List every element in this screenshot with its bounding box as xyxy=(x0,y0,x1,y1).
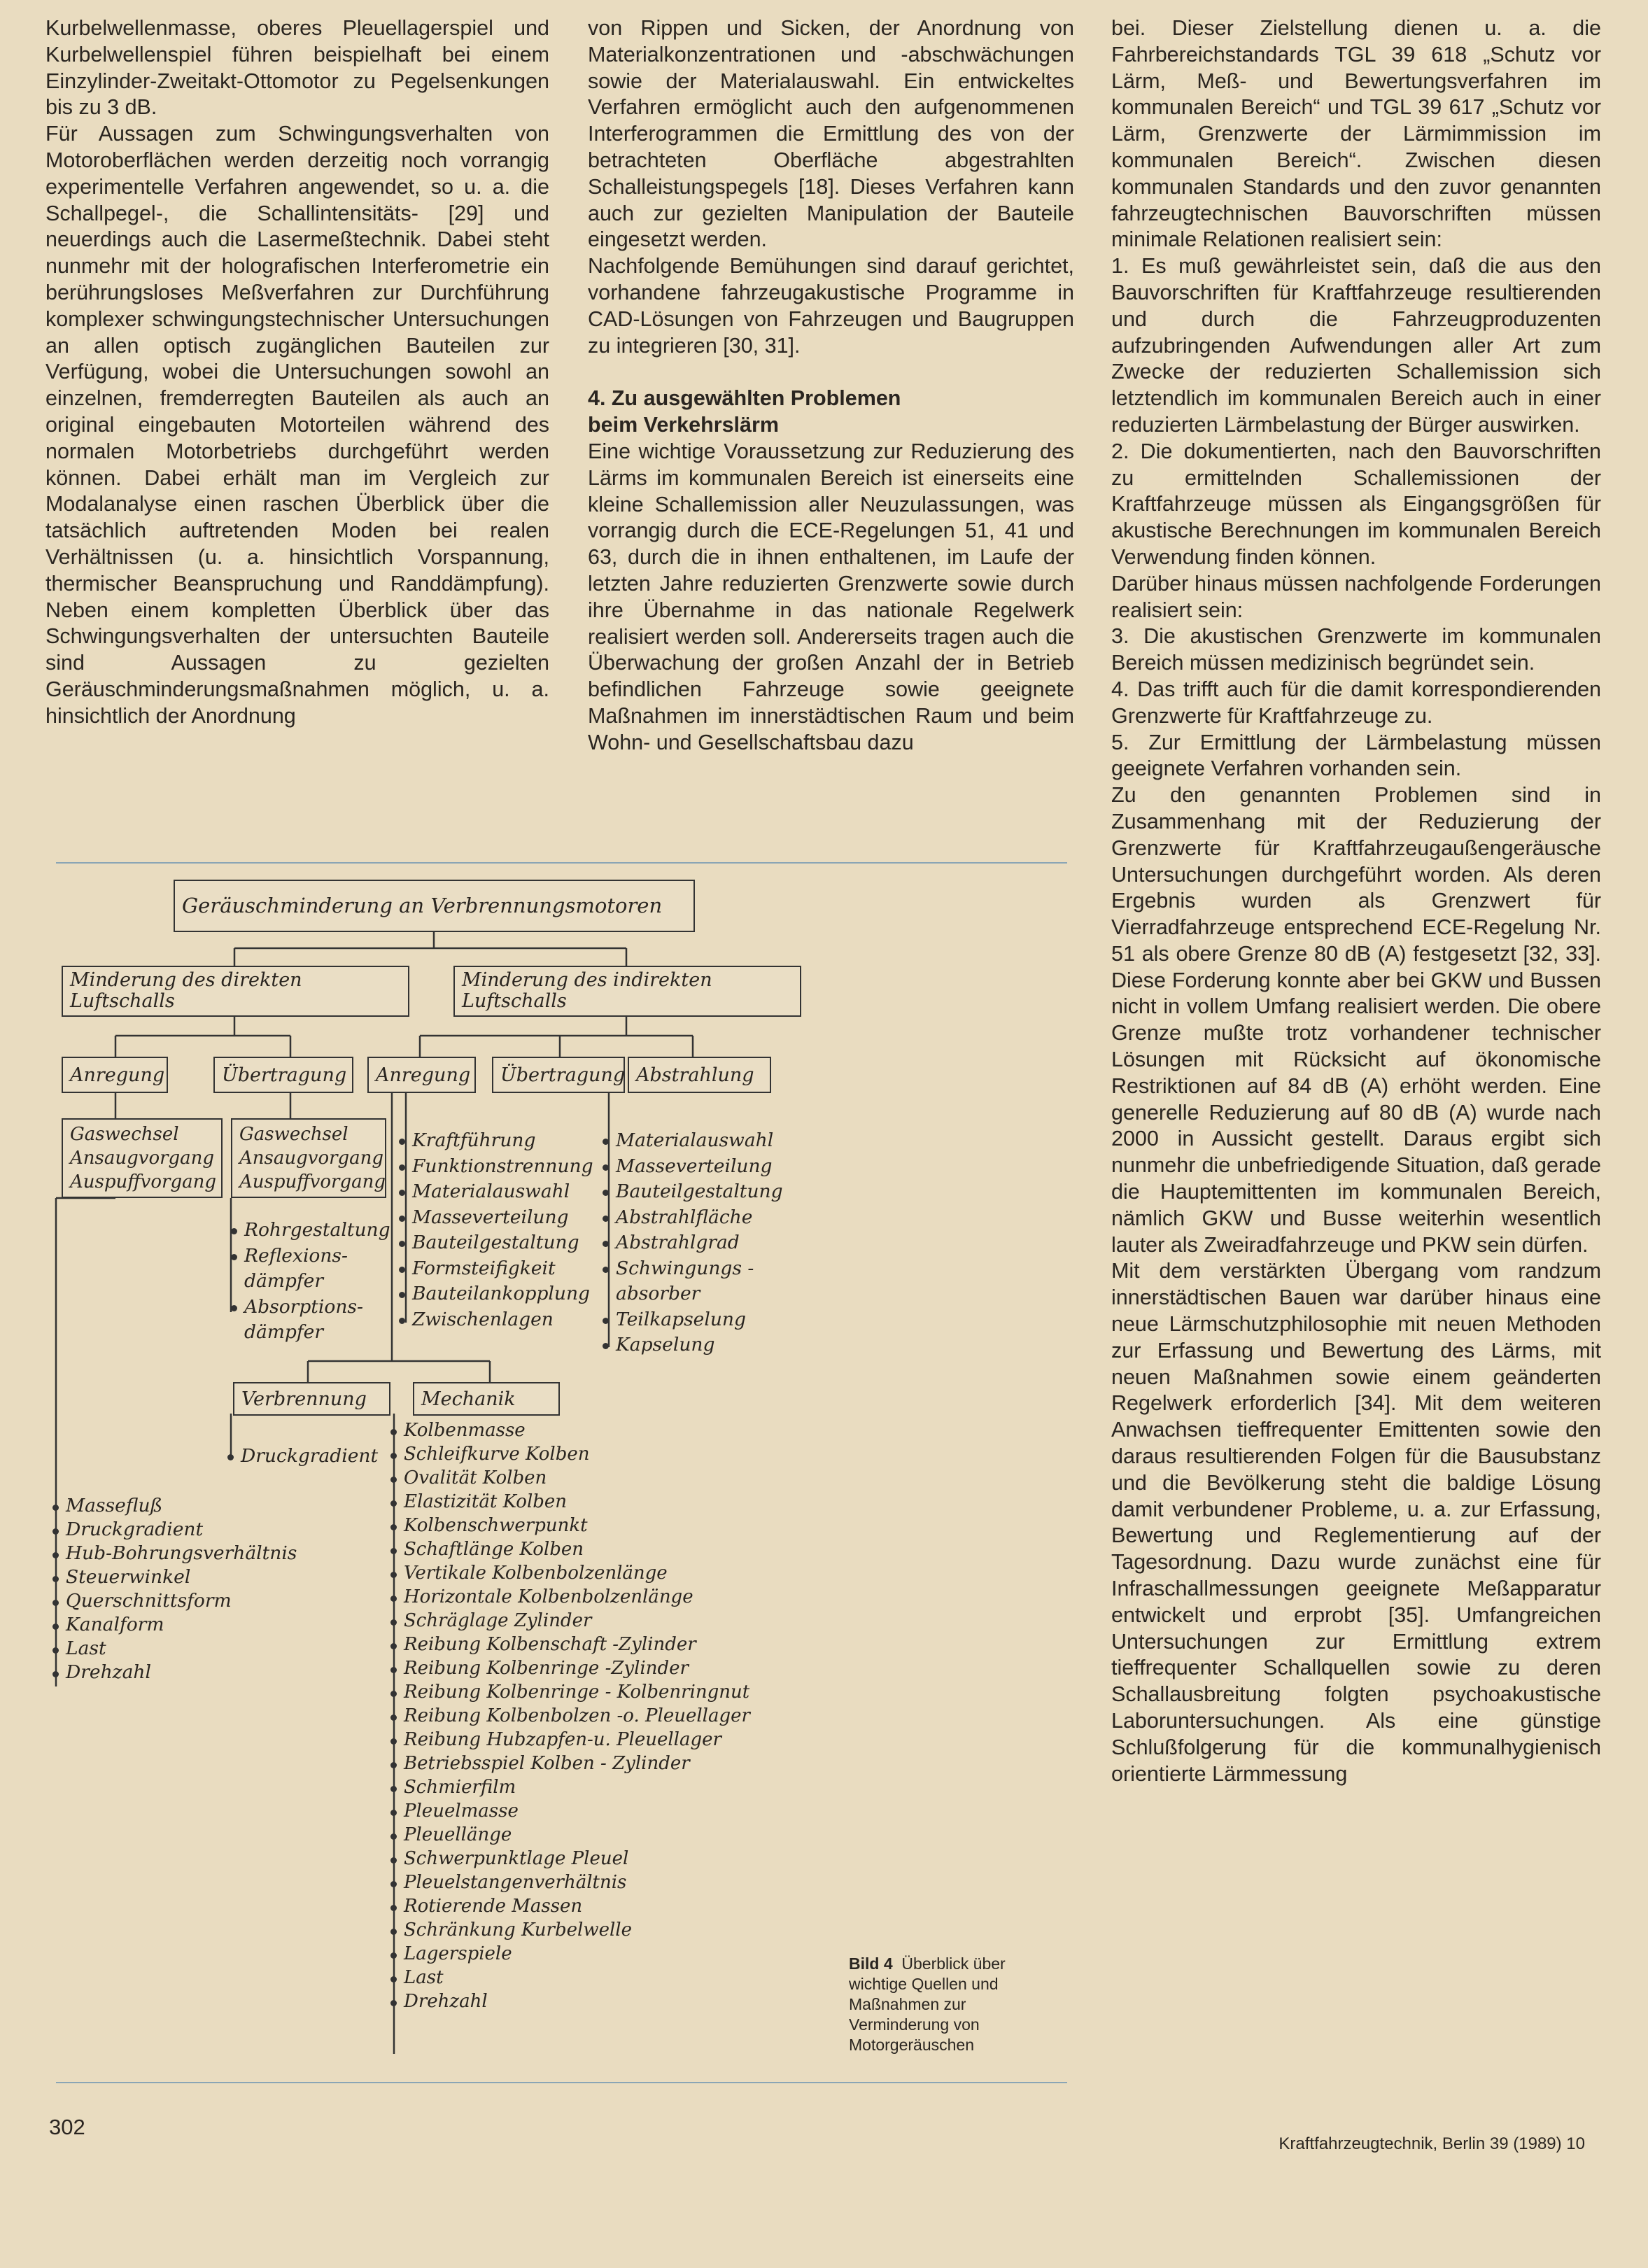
diagram-list-item: Kolbenschwerpunkt xyxy=(394,1514,750,1537)
diagram-list-item: Pleuelmasse xyxy=(394,1799,750,1823)
paragraph: von Rippen und Sicken, der Anordnung von Materialkonzentrationen und -abschwächungen sowie der Materialauswahl. Ein entwickeltes Verfahren ermöglicht auch den aufgenommenen Interferogrammen die Ermittlung des von der betrachteten Oberfläche abgestrahlten Schalleistungspegels [18]. Dieses Verfahren kann auch zur gezielten Manipulation der Bauteile eingesetzt werden. xyxy=(588,16,1074,252)
diagram-indirect-abstrahlung-box: Abstrahlung xyxy=(628,1057,771,1093)
diagram-list-item: Druckgradient xyxy=(231,1444,378,1470)
numbered-item: 4. Das trifft auch für die damit korrespondierenden Grenzwerte für Kraftfahrzeuge zu. xyxy=(1111,677,1601,728)
diagram-list-item: Reflexions- dämpfer xyxy=(234,1244,390,1295)
diagram-list-item: Ovalität Kolben xyxy=(394,1466,750,1490)
diagram-list-item: Horizontale Kolbenbolzenlänge xyxy=(394,1585,750,1609)
diagram-list-item: Absorptions- dämpfer xyxy=(234,1295,390,1346)
diagram-list-item: Reibung Kolbenringe - Kolbenringnut xyxy=(394,1680,750,1704)
diagram-list-item: Schränkung Kurbelwelle xyxy=(394,1918,750,1942)
figure-label: Bild 4 xyxy=(849,1954,893,1973)
diagram-list-item: Schleifkurve Kolben xyxy=(394,1442,750,1466)
diagram-list-item: Last xyxy=(56,1637,297,1661)
diagram-list-item: Rotierende Massen xyxy=(394,1894,750,1918)
paragraph: Kurbelwellenmasse, oberes Pleuellagerspiel und Kurbelwellenspiel führen beispielhaft bei einem Einzylinder-Zweitakt-Ottomotor zu Pegelsenkungen bis zu 3 dB. xyxy=(45,16,549,120)
diagram-anregung-list xyxy=(56,1494,297,1684)
diagram-list-item: Bauteilankopplung xyxy=(402,1281,593,1307)
diagram-list-item: Abstrahlfläche xyxy=(606,1205,783,1231)
diagram-list-item: Querschnittsform xyxy=(56,1589,297,1613)
figure-caption-text: Überblick über wichtige Quellen und Maßnahmen zur Verminderung von Motorgeräuschen xyxy=(849,1954,1006,2054)
diagram-list-item: Abstrahlgrad xyxy=(606,1230,783,1256)
paragraph: Eine wichtige Voraussetzung zur Reduzierung des Lärms im kommunalen Bereich ist einerseits eine kleine Schallemission aller Neuzulassungen, was vorrangig durch die ECE-Regelungen 51, 41 und 63, durch die in ihnen enthaltenen, im Laufe der letzten Jahre reduzierten Grenzwerte sowie durch ihre Übernahme in das nationale Regelwerk realisiert werden soll. Andererseits tragen auch die Überwachung der großen Anzahl der in Betrieb befindlichen Fahrzeuge sowie geeignete Maßnahmen im innerstädtischen Raum und beim Wohn- und Gesellschaftsbau dazu xyxy=(588,439,1074,754)
diagram-gaswechsel-box-2: Gaswechsel Ansaugvorgang Auspuffvorgang xyxy=(231,1118,386,1198)
numbered-item: 5. Zur Ermittlung der Lärmbelastung müssen geeignete Verfahren vorhanden sein. xyxy=(1111,730,1601,781)
diagram-list-item: Schmierfilm xyxy=(394,1775,750,1799)
diagram-list-item: Massefluß xyxy=(56,1494,297,1518)
diagram-list-item: Masseverteilung xyxy=(402,1205,593,1231)
diagram-list-item: Zwischenlagen xyxy=(402,1307,593,1333)
diagram-list-item: Schwerpunktlage Pleuel xyxy=(394,1847,750,1871)
diagram-direct-box: Minderung des direkten Luftschalls xyxy=(62,966,409,1017)
diagram-indirect-box: Minderung des indirekten Luftschalls xyxy=(453,966,801,1017)
diagram-direct-anregung-box: Anregung xyxy=(62,1057,168,1093)
diagram-mechanik-list xyxy=(394,1418,750,2013)
numbered-item: 2. Die dokumentierten, nach den Bauvorschriften zu ermittelnden Schallemissionen der Kraftfahrzeuge müssen als Eingangsgrößen für akustische Berechnungen im kommunalen Bereich Verwendung finden können. xyxy=(1111,439,1601,569)
diagram-list-item: Drehzahl xyxy=(394,1989,750,2013)
diagram-list-item: Betriebsspiel Kolben - Zylinder xyxy=(394,1752,750,1775)
paragraph: Mit dem verstärkten Übergang vom randzum innerstädtischen Bauen war darüber hinaus eine neue Lärmschutzphilosophie mit neuen Methoden zur Erfassung und Bewertung des Lärms, mit neuen Maßnahmen sowie einem geänderten Regelwerk erforderlich [34]. Mit dem weiteren Anwachsen tieffrequenter Emittenten sowie den daraus resultierenden Folgen für die Bausubstanz und die Bevölkerung steht die baldige Lösung damit verbundener Probleme, u. a. zur Erfassung, Bewertung und Reglementierung auf der Tagesordnung. Dazu wurde zunächst eine für Infraschallmessungen geeignete Meßapparatur entwickelt und erprobt [35]. Umfangreichen Untersuchungen zur Ermittlung extrem tieffrequenter Schallquellen sowie zu deren Schallausbreitung folgten psychoakustische Laboruntersuchungen. Als eine günstige Schlußfolgerung für die kommunalhygienisch orientierte Lärmmessung xyxy=(1111,1259,1601,1786)
diagram-list-item: Materialauswahl xyxy=(606,1128,783,1154)
paragraph: Nachfolgende Bemühungen sind darauf gerichtet, vorhandene fahrzeugakustische Programme in CAD-Lösungen von Fahrzeugen und Baugruppen zu integrieren [30, 31]. xyxy=(588,254,1074,358)
diagram-list-item: Kolbenmasse xyxy=(394,1418,750,1442)
diagram-list-item: Last xyxy=(394,1966,750,1989)
diagram-list-item: Kapselung xyxy=(606,1332,783,1358)
diagram-list-item: Rohrgestaltung xyxy=(234,1218,390,1244)
diagram-list-item: Steuerwinkel xyxy=(56,1565,297,1589)
paragraph: Für Aussagen zum Schwingungsverhalten von Motoroberflächen werden derzeitig noch vorrangig experimentelle Verfahren angewendet, so u. a. die Schallpegel-, die Schallintensitäts- [29] und neuerdings auch die Lasermeßtechnik. Dabei steht nunmehr mit der holografischen Interferometrie ein berührungsloses Meßverfahren zur Durchführung komplexer schwingungstechnischer Untersuchungen an allen optisch zugänglichen Bauteilen zur Verfügung, wobei die Untersuchungen sowohl an einzelnen, fremderregten Bauteilen als auch an original eingebauten Motorteilen während des normalen Motorbetriebs durchgeführt werden können. Dabei erhält man im Vergleich zur Modalanalyse einen raschen Überblick über die tatsächlich auftretenden Moden bei realen Verhältnissen (u. a. hinsichtlich Vorspannung, thermischer Beanspruchung und Randdämpfung). Neben einem kompletten Überblick über das Schwingungsverhalten der untersuchten Bauteile sind Aussagen zu gezielten Geräuschminderungsmaßnahmen möglich, u. a. hinsichtlich der Anordnung xyxy=(45,122,549,728)
diagram-list-item: Schräglage Zylinder xyxy=(394,1609,750,1633)
page-number: 302 xyxy=(49,2115,85,2139)
diagram-list-item: Materialauswahl xyxy=(402,1179,593,1205)
journal-footer: Kraftfahrzeugtechnik, Berlin 39 (1989) 10 xyxy=(1279,2134,1585,2153)
diagram-list-item: Lagerspiele xyxy=(394,1942,750,1966)
diagram-list-item: Elastizität Kolben xyxy=(394,1490,750,1514)
paragraph: bei. Dieser Zielstellung dienen u. a. die Fahrbereichstandards TGL 39 618 „Schutz vor Lärm, Meß- und Bewertungsverfahren im kommunalen Bereich“ und TGL 39 617 „Schutz vor Lärm, Grenzwerte der Lärmimmission im kommunalen Bereich“. Zwischen diesen kommunalen Standards und den zuvor genannten fahrzeugtechnischen Bauvorschriften müssen minimale Relationen realisiert sein: xyxy=(1111,16,1601,252)
diagram-gaswechsel-box-1: Gaswechsel Ansaugvorgang Auspuffvorgang xyxy=(62,1118,223,1198)
diagram-indirect-anregung-box: Anregung xyxy=(367,1057,476,1093)
diagram-verbrennung-list xyxy=(231,1444,378,1470)
diagram-verbrennung-box: Verbrennung xyxy=(233,1382,390,1416)
section-heading-line-1: 4. Zu ausgewählten Problemen xyxy=(588,386,901,411)
diagram-list-item: Vertikale Kolbenbolzenlänge xyxy=(394,1561,750,1585)
figure-caption xyxy=(849,1954,1052,2055)
diagram-list-item: Reibung Hubzapfen-u. Pleuellager xyxy=(394,1728,750,1752)
diagram-list-item: Masseverteilung xyxy=(606,1154,783,1180)
numbered-item: 3. Die akustischen Grenzwerte im kommunalen Bereich müssen medizinisch begründet sein. xyxy=(1111,624,1601,675)
diagram-indirect-uebertragung-list xyxy=(402,1128,593,1332)
section-heading-line-2: beim Verkehrslärm xyxy=(588,413,779,437)
paragraph: Darüber hinaus müssen nachfolgende Forderungen realisiert sein: xyxy=(1111,571,1601,622)
diagram-list-item: Funktionstrennung xyxy=(402,1154,593,1180)
diagram-list-item: Drehzahl xyxy=(56,1661,297,1684)
diagram-abstrahlung-list xyxy=(606,1128,783,1358)
diagram-direct-uebertragung-box: Übertragung xyxy=(213,1057,353,1093)
diagram-list-item: Schaftlänge Kolben xyxy=(394,1537,750,1561)
diagram-list-item: Kanalform xyxy=(56,1613,297,1637)
diagram-list-item: Pleuelstangenverhältnis xyxy=(394,1871,750,1894)
diagram-list-item: Pleuellänge xyxy=(394,1823,750,1847)
diagram-list-item: Reibung Kolbenringe -Zylinder xyxy=(394,1656,750,1680)
diagram-list-item: Reibung Kolbenschaft -Zylinder xyxy=(394,1633,750,1656)
diagram-uebertragung-list xyxy=(234,1218,390,1346)
diagram-list-item: Formsteifigkeit xyxy=(402,1256,593,1282)
diagram-root-box: Geräuschminderung an Verbrennungsmotoren xyxy=(174,880,695,932)
diagram-list-item: Bauteilgestaltung xyxy=(606,1179,783,1205)
diagram-list-item: Bauteilgestaltung xyxy=(402,1230,593,1256)
diagram-list-item: Schwingungs - absorber xyxy=(606,1256,783,1307)
numbered-item: 1. Es muß gewährleistet sein, daß die aus den Bauvorschriften für Kraftfahrzeuge resultierenden und durch die Fahrzeugproduzenten aufzubringenden Aufwendungen aller Art zum Zwecke der reduzierten Schallemission sich letztendlich im kommunalen Bereich auch in einer reduzierten Lärmbelastung der Bürger auswirken. xyxy=(1111,254,1601,437)
diagram-mechanik-box: Mechanik xyxy=(413,1382,560,1416)
diagram-list-item: Reibung Kolbenbolzen -o. Pleuellager xyxy=(394,1704,750,1728)
diagram-list-item: Kraftführung xyxy=(402,1128,593,1154)
diagram-list-item: Teilkapselung xyxy=(606,1307,783,1333)
diagram-list-item: Hub-Bohrungsverhältnis xyxy=(56,1542,297,1565)
diagram-indirect-uebertragung-box: Übertragung xyxy=(492,1057,625,1093)
paragraph: Zu den genannten Problemen sind in Zusammenhang mit der Reduzierung der Grenzwerte für Kraftfahrzeugaußengeräusche Untersuchungen durchgeführt worden. Als deren Ergebnis wurden als Grenzwert für Vierradfahrzeuge entsprechend ECE-Regelung Nr. 51 als obere Grenze 80 dB (A) festgesetzt [32, 33]. Diese Forderung konnte aber bei GKW und Bussen nicht in vollem Umfang realisiert werden. Die obere Grenze mußte trotz vorhandener technischer Lösungen mit Rücksicht auf ökonomische Restriktionen auf 84 dB (A) erhöht werden. Eine generelle Reduzierung auf 80 dB (A) wurde nach 2000 in Aussicht gestellt. Daraus ergibt sich nunmehr die unbefriedigende Situation, daß gerade die Hauptemittenten im kommunalen Bereich, nämlich GKW und Busse weiterhin wesentlich lauter als Zweiradfahrzeuge und PKW sein dürfen. xyxy=(1111,783,1601,1257)
diagram-list-item: Druckgradient xyxy=(56,1518,297,1542)
